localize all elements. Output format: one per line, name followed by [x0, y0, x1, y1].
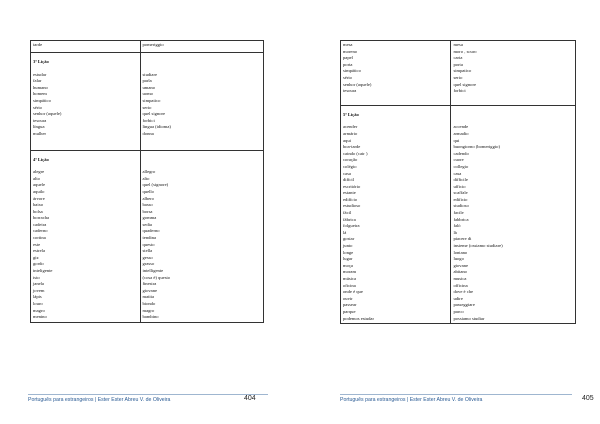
vocabulary-word: alto: [142, 175, 150, 181]
vocabulary-word: magro: [33, 307, 45, 313]
vocabulary-word: ouvir: [343, 295, 353, 301]
vocabulary-word: aquele: [33, 182, 45, 188]
vocabulary-word: homem: [33, 91, 47, 97]
vocabulary-word: armário: [343, 130, 358, 136]
vocabulary-word: parco: [453, 308, 464, 314]
vocabulary-word: biondo: [142, 301, 156, 306]
vocabulary-word: gomma: [142, 215, 157, 221]
page-number: 405: [582, 395, 594, 402]
vocabulary-word: gesso: [142, 254, 153, 260]
vocabulary-word: casa: [343, 170, 351, 176]
vocabulary-word: udire: [453, 295, 463, 301]
vocabulary-word: (cosa è) questo: [142, 274, 171, 280]
vocabulary-word: papel: [343, 55, 353, 61]
vocabulary-word: cuore: [453, 157, 464, 163]
vocabulary-word: aquilo: [33, 188, 45, 194]
vocabulary-word: senhor (aquele): [33, 111, 62, 117]
vocabulary-word: cortina: [33, 235, 46, 241]
vocabulary-word: moreno: [343, 48, 358, 54]
portuguese-column: [31, 150, 141, 322]
vocabulary-word: abitano: [453, 269, 467, 275]
vocabulary-word: intelligente: [142, 268, 164, 274]
vocabulary-word: tesoura: [343, 88, 357, 94]
vocabulary-word: moram: [343, 269, 357, 275]
vocabulary-word: sedia: [142, 221, 152, 227]
vocabulary-word: mulher: [33, 130, 47, 136]
vocabulary-word: jovem: [33, 287, 45, 293]
vocabulary-word: studioso: [453, 203, 469, 209]
italian-column: [140, 41, 264, 53]
vocabulary-word: finestra: [142, 281, 157, 287]
vocabulary-word: estante: [343, 190, 356, 196]
lesson-title: 4ª Lição: [33, 156, 49, 162]
vocabulary-word: armadio: [453, 130, 469, 136]
vocabulary-word: falò: [453, 223, 461, 229]
right-page: [300, 0, 600, 424]
vocabulary-word: carta: [453, 55, 463, 61]
vocabulary-word: forbici: [453, 88, 466, 94]
vocabulary-word: quello: [142, 188, 154, 194]
page-number: 404: [244, 395, 256, 402]
vocabulary-word: tendina: [142, 235, 157, 241]
vocabulary-word: musica: [453, 276, 467, 281]
vocabulary-word: inteligente: [33, 268, 53, 274]
vocabulary-word: borracha: [33, 215, 50, 221]
vocabulary-word: uomo: [142, 91, 153, 97]
vocabulary-word: facile: [453, 210, 464, 216]
vocabulary-word: sério: [343, 74, 352, 80]
italian-column: [140, 53, 264, 151]
vocabulary-word: possiamo studiar: [453, 315, 485, 321]
vocabulary-word: difficile: [453, 177, 468, 183]
vocabulary-word: albero: [142, 195, 154, 201]
vocabulary-word: edificio: [453, 196, 468, 202]
vocabulary-word: longe: [343, 249, 354, 255]
vocabulary-word: estudioso: [343, 203, 361, 209]
vocabulary-word: luogo: [453, 256, 464, 262]
vocabulary-word: árvore: [33, 195, 45, 201]
vocabulary-word: moro , scuro: [453, 48, 477, 54]
vocabulary-word: scaffale: [453, 190, 468, 196]
vocabulary-word: caderno: [33, 228, 48, 234]
vocabulary-word: lápis: [33, 294, 42, 300]
vocabulary-word: simpatico: [453, 68, 472, 74]
vocabulary-word: lugar: [343, 256, 353, 262]
vocabulary-word: escritório: [343, 183, 361, 189]
vocabulary-word: gordo: [33, 261, 44, 267]
vocabulary-word: edifício: [343, 196, 358, 202]
vocabulary-word: umano: [142, 84, 156, 90]
vocabulary-word: lontano: [453, 249, 468, 255]
vocabulary-word: mesa: [453, 42, 463, 47]
vocabulary-word: mesa: [343, 42, 353, 47]
vocabulary-word: folgueira: [343, 223, 360, 229]
vocabulary-word: officina: [453, 282, 468, 288]
vocabulary-word: forbici: [142, 117, 155, 123]
portuguese-column: [31, 53, 141, 151]
footer-divider: [28, 394, 268, 395]
vocabulary-word: humano: [33, 84, 48, 90]
vocabulary-word: collegio: [453, 163, 469, 169]
vocabulary-word: serio: [142, 104, 152, 110]
vocabulary-word: junto: [343, 243, 353, 249]
table-row: [31, 53, 264, 151]
vocabulary-word: este: [33, 241, 41, 247]
vocabulary-word: bolsa: [33, 208, 43, 214]
vocabulary-word: questo: [142, 241, 155, 247]
vocabulary-word: menino: [33, 314, 47, 320]
lesson-title: 3ª Lição: [33, 59, 49, 64]
vocabulary-word: caindo (cair ): [343, 150, 368, 156]
table-row: [31, 41, 264, 53]
vocabulary-word: buongiorno (bomeriggio): [453, 144, 501, 150]
vocabulary-word: oficina: [343, 282, 356, 288]
vocabulary-word: porta: [453, 61, 463, 67]
vocabulary-word: serio: [453, 74, 463, 80]
vocabulary-word: fácil: [343, 210, 352, 216]
vocabulary-word: língua: [33, 124, 45, 130]
vocabulary-word: quel signore: [453, 81, 477, 87]
italian-column: [451, 41, 576, 106]
vocabulary-word: simpático: [343, 68, 361, 74]
portuguese-column: [341, 41, 451, 106]
vocabulary-word: simpático: [33, 97, 51, 103]
vocabulary-word: música: [343, 276, 357, 281]
vocabulary-word: estudar: [33, 71, 47, 77]
vocabulary-word: boa-tarde: [343, 144, 361, 150]
vocabulary-word: giz: [33, 254, 39, 260]
vocabulary-word: accende: [453, 124, 469, 130]
portuguese-column: [341, 105, 451, 323]
vocabulary-word: colégio: [343, 163, 357, 169]
vocabulary-word: parque: [343, 308, 356, 314]
italian-column: [451, 105, 576, 323]
vocabulary-word: janela: [33, 281, 44, 287]
vocabulary-word: pomeriggio: [142, 42, 164, 47]
vocabulary-word: sério: [33, 104, 42, 110]
vocabulary-word: onde é que: [343, 289, 363, 295]
table-row: [31, 150, 264, 322]
vocabulary-word: louro: [33, 301, 43, 306]
vocabulary-word: parla: [142, 78, 152, 84]
vocabulary-word: magro: [142, 307, 155, 313]
vocabulary-word: là: [453, 229, 457, 235]
vocabulary-word: lingua (idioma): [142, 124, 171, 130]
portuguese-column: [31, 41, 141, 53]
vocabulary-word: tesoura: [33, 117, 47, 123]
vocabulary-word: dove è che: [453, 289, 474, 295]
vocabulary-word: cadendo: [453, 150, 469, 156]
vocabulary-word: baixo: [33, 202, 44, 208]
vocabulary-word: giovane: [453, 262, 468, 268]
vocabulary-word: basso: [142, 202, 153, 208]
vocabulary-table-right: [340, 40, 576, 324]
vocabulary-word: podemos estudar: [343, 315, 375, 321]
vocabulary-word: borsa: [142, 208, 153, 214]
vocabulary-word: passeggiare: [453, 302, 475, 308]
vocabulary-word: qui: [453, 137, 460, 143]
vocabulary-word: cadeira: [33, 221, 47, 227]
vocabulary-word: alto: [33, 175, 40, 181]
vocabulary-word: stella: [142, 248, 153, 254]
vocabulary-word: lá: [343, 229, 347, 235]
vocabulary-word: piacere di: [453, 236, 472, 242]
vocabulary-word: fabbrica: [453, 216, 469, 222]
vocabulary-word: gostar: [343, 236, 355, 242]
vocabulary-word: ufficio: [453, 183, 466, 189]
table-row: [341, 105, 576, 323]
vocabulary-word: tarde: [33, 42, 43, 47]
vocabulary-word: bambino: [142, 314, 159, 320]
vocabulary-word: coração: [343, 157, 358, 163]
vocabulary-word: donna: [142, 130, 154, 136]
lesson-title: 5ª Lição: [343, 111, 359, 117]
footer-divider: [340, 394, 572, 395]
vocabulary-word: grasso: [142, 261, 155, 267]
vocabulary-word: allegro: [142, 169, 156, 175]
vocabulary-word: giovane: [142, 287, 158, 293]
vocabulary-word: quaderno: [142, 228, 160, 234]
vocabulary-word: fábrica: [343, 216, 356, 222]
italian-column: [140, 150, 264, 322]
vocabulary-table-left: [30, 40, 264, 323]
vocabulary-word: isto: [33, 274, 40, 280]
vocabulary-word: simpatico: [142, 97, 161, 103]
vocabulary-word: casa: [453, 170, 462, 176]
vocabulary-word: studiare: [142, 71, 158, 77]
vocabulary-word: alegre: [33, 169, 45, 175]
vocabulary-word: estrela: [33, 248, 45, 254]
page-footer: Português para estrangeiros | Ester Ester Abreu V. de Oliveira: [28, 397, 171, 403]
vocabulary-word: matita: [142, 294, 154, 300]
vocabulary-word: acender: [343, 124, 358, 130]
vocabulary-word: falar: [33, 78, 42, 84]
vocabulary-word: aqui: [343, 137, 351, 143]
vocabulary-word: passear: [343, 302, 357, 308]
table-row: [341, 41, 576, 106]
vocabulary-word: difícil: [343, 177, 354, 183]
vocabulary-word: quel signore: [142, 111, 166, 117]
vocabulary-word: porta: [343, 61, 353, 67]
vocabulary-word: moça: [343, 262, 353, 268]
page-footer: Português para estrangeiros | Ester Ester Abreu V. de Oliveira: [340, 397, 483, 403]
vocabulary-word: quel (signore): [142, 182, 169, 188]
vocabulary-word: insieme (ossiamo studiare): [453, 243, 503, 249]
vocabulary-word: senhor (aquele): [343, 81, 372, 87]
